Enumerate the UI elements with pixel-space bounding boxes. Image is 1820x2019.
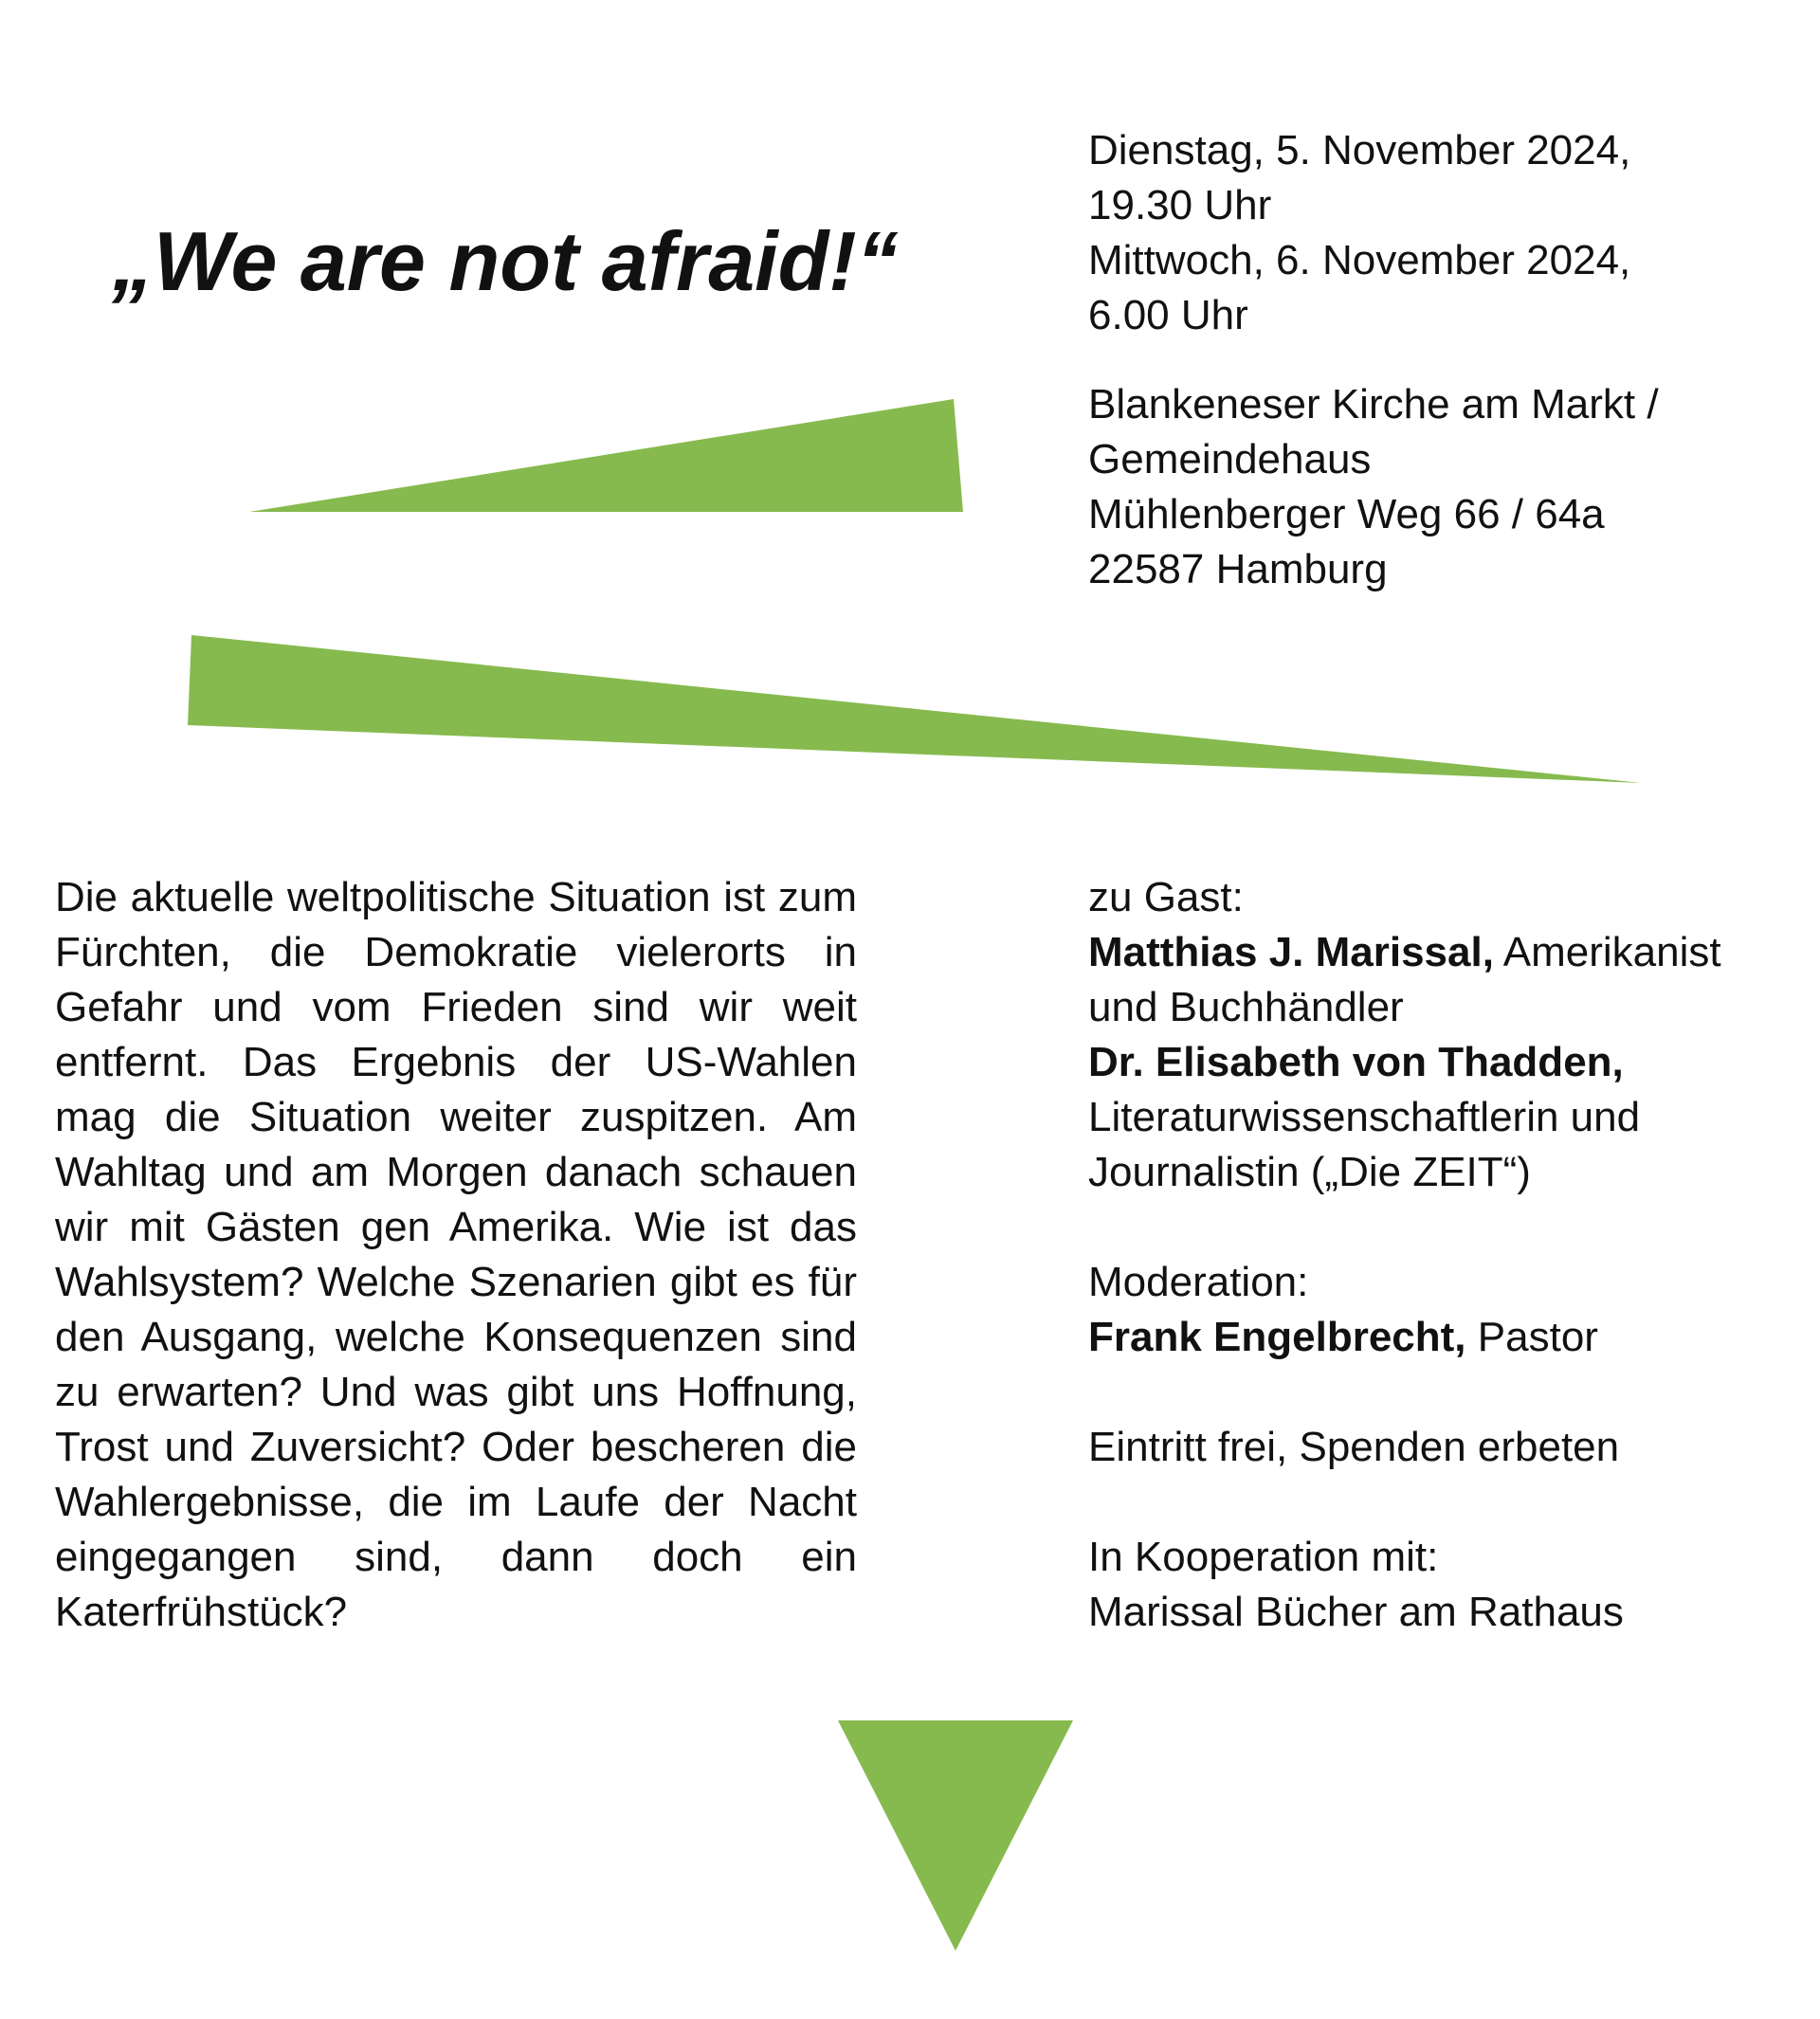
venue-line-2: Gemeindehaus	[1088, 436, 1372, 482]
cooperation-label: In Kooperation mit:	[1088, 1534, 1439, 1580]
moderator-role: Pastor	[1465, 1314, 1598, 1360]
time-line-1: 19.30 Uhr	[1088, 182, 1272, 228]
event-description: Die aktuelle weltpolitische Situation ist zum Fürchten, die Demokratie vielerorts in Gefahr und vom Frieden sind wir weit entfernt. Das Ergebnis der US-Wahlen mag die Situation weiter zuspitzen. Am Wahltag und am Morgen danach schauen wir mit Gästen gen Amerika. Wie ist das Wahlsystem? Welche Szenarien gibt es für den Ausgang, welche Konsequenzen sind zu erwarten? Und was gibt uns Hoffnung, Trost und Zuversicht? Oder bescheren die Wahlergebnisse, die im Laufe der Nacht eingegangen sind, dann doch ein Katerfrühstück?	[55, 874, 857, 1635]
green-wedge-upper	[249, 399, 963, 512]
green-down-triangle	[838, 1720, 1073, 1951]
guest-2-role: Literaturwissenschaftlerin und	[1088, 1094, 1641, 1140]
guest-1-role: Amerikanist	[1493, 929, 1721, 975]
venue-city: 22587 Hamburg	[1088, 546, 1388, 592]
event-dates	[1088, 123, 1630, 343]
cooperation-partner: Marissal Bücher am Rathaus	[1088, 1589, 1624, 1635]
moderator-name: Frank Engelbrecht,	[1088, 1314, 1466, 1360]
venue-address: Mühlenberger Weg 66 / 64a	[1088, 491, 1605, 537]
event-details	[1088, 870, 1721, 1640]
moderation-label: Moderation:	[1088, 1259, 1309, 1305]
admission-info: Eintritt frei, Spenden erbeten	[1088, 1424, 1620, 1470]
guest-1-name: Matthias J. Marissal,	[1088, 929, 1494, 975]
guest-1	[1088, 925, 1721, 980]
event-title: „We are not afraid!“	[112, 214, 899, 308]
date-line-2: Mittwoch, 6. November 2024,	[1088, 237, 1631, 283]
guests-label: zu Gast:	[1088, 874, 1244, 920]
venue-line-1: Blankeneser Kirche am Markt /	[1088, 381, 1659, 427]
guest-2	[1088, 1035, 1721, 1090]
date-line-1: Dienstag, 5. November 2024,	[1088, 127, 1631, 173]
green-wedge-lower	[188, 635, 1642, 783]
event-venue	[1088, 377, 1659, 597]
guest-1-role-cont: und Buchhändler	[1088, 984, 1404, 1030]
moderator	[1088, 1310, 1721, 1365]
guest-2-role-cont: Journalistin („Die ZEIT“)	[1088, 1149, 1531, 1195]
guest-2-name: Dr. Elisabeth von Thadden,	[1088, 1039, 1624, 1085]
time-line-2: 6.00 Uhr	[1088, 292, 1248, 338]
